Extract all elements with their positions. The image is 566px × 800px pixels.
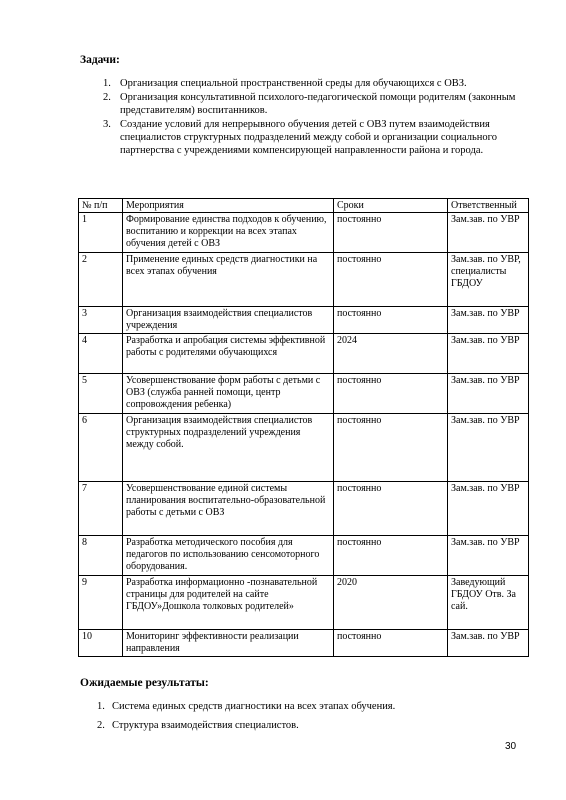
task-item [103, 118, 523, 157]
table-row [79, 414, 529, 482]
tasks-heading: Задачи: [80, 54, 120, 66]
row-number: 4 [79, 334, 123, 374]
table-row [79, 253, 529, 307]
row-responsible: Зам.зав. по УВР [448, 482, 529, 536]
table-row [79, 334, 529, 374]
row-term: 2024 [334, 334, 448, 374]
header-responsible: Ответственный [448, 199, 529, 213]
page-number: 30 [505, 741, 517, 752]
row-event: Мониторинг эффективности реализации направления [123, 630, 334, 657]
result-number: 1. [97, 701, 105, 712]
row-number: 1 [79, 213, 123, 253]
row-number: 5 [79, 374, 123, 414]
row-term: постоянно [334, 213, 448, 253]
action-plan-table [78, 198, 529, 657]
row-number: 7 [79, 482, 123, 536]
task-number: 3. [103, 119, 111, 130]
header-events: Мероприятия [123, 199, 334, 213]
table-header-row [79, 199, 529, 213]
table-row [79, 374, 529, 414]
row-number: 10 [79, 630, 123, 657]
row-number: 6 [79, 414, 123, 482]
row-responsible: Зам.зав. по УВР [448, 374, 529, 414]
result-number: 2. [97, 720, 105, 731]
row-responsible: Зам.зав. по УВР [448, 414, 529, 482]
row-number: 9 [79, 576, 123, 630]
row-term: постоянно [334, 253, 448, 307]
task-text: Создание условий для непрерывного обучения детей с ОВЗ путем взаимодействия специалистов структурных подразделений между собой и организации социального партнерства с учреждениями компенсирующей направленности района и города. [120, 119, 497, 156]
row-responsible: Зам.зав. по УВР [448, 630, 529, 657]
row-term: постоянно [334, 374, 448, 414]
row-responsible: Зам.зав. по УВР [448, 334, 529, 374]
result-text: Структура взаимодействия специалистов. [112, 720, 299, 731]
row-number: 2 [79, 253, 123, 307]
row-responsible: Зам.зав. по УВР [448, 307, 529, 334]
row-term: постоянно [334, 630, 448, 657]
row-term: постоянно [334, 482, 448, 536]
row-term: постоянно [334, 414, 448, 482]
task-item [103, 77, 523, 90]
tasks-list [103, 77, 523, 158]
row-responsible: Зам.зав. по УВР [448, 213, 529, 253]
row-event: Формирование единства подходов к обучению, воспитанию и коррекции на всех этапах обучения детей с ОВЗ [123, 213, 334, 253]
row-responsible: Зам.зав. по УВР, специалисты ГБДОУ [448, 253, 529, 307]
row-event: Применение единых средств диагностики на всех этапах обучения [123, 253, 334, 307]
table-row [79, 213, 529, 253]
row-term: постоянно [334, 307, 448, 334]
result-item [97, 700, 517, 713]
row-number: 8 [79, 536, 123, 576]
row-event: Разработка информационно -познавательной страницы для родителей на сайте ГБДОУ»Дошкола толковых родителей» [123, 576, 334, 630]
task-number: 2. [103, 92, 111, 103]
row-responsible: Зам.зав. по УВР [448, 536, 529, 576]
table-row [79, 630, 529, 657]
task-item [103, 91, 523, 117]
table-row [79, 307, 529, 334]
task-text: Организация специальной пространственной среды для обучающихся с ОВЗ. [120, 78, 467, 89]
result-item [97, 719, 517, 732]
task-text: Организация консультативной психолого-педагогической помощи родителям (законным представителям) воспитанников. [120, 92, 516, 116]
row-event: Разработка и апробация системы эффективной работы с родителями обучающихся [123, 334, 334, 374]
result-text: Система единых средств диагностики на всех этапах обучения. [112, 701, 396, 712]
table-row [79, 482, 529, 536]
row-event: Организация взаимодействия специалистов учреждения [123, 307, 334, 334]
row-term: 2020 [334, 576, 448, 630]
row-event: Усовершенствование форм работы с детьми с ОВЗ (служба ранней помощи, центр сопровождения ребенка) [123, 374, 334, 414]
row-responsible: Заведующий ГБДОУ Отв. За сай. [448, 576, 529, 630]
table-row [79, 576, 529, 630]
row-event: Усовершенствование единой системы планирования воспитательно-образовательной работы с детьми с ОВЗ [123, 482, 334, 536]
results-heading: Ожидаемые результаты: [80, 677, 209, 689]
header-terms: Сроки [334, 199, 448, 213]
row-term: постоянно [334, 536, 448, 576]
row-event: Организация взаимодействия специалистов структурных подразделений учреждения между собой. [123, 414, 334, 482]
row-event: Разработка методического пособия для педагогов по использованию сенсомоторного оборудования. [123, 536, 334, 576]
row-number: 3 [79, 307, 123, 334]
header-number: № п/п [79, 199, 123, 213]
table-row [79, 536, 529, 576]
results-list [97, 700, 517, 738]
task-number: 1. [103, 78, 111, 89]
